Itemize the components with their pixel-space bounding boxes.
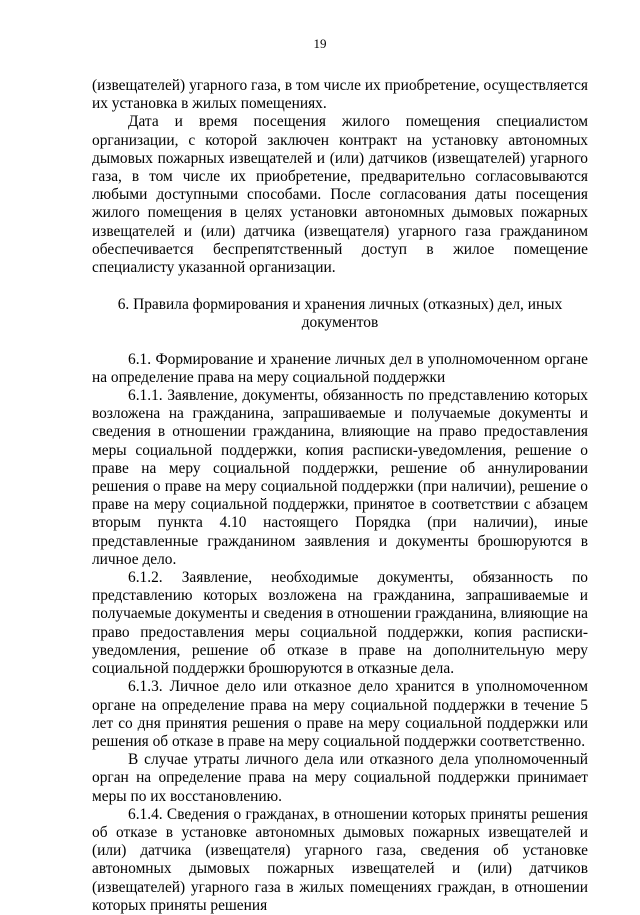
paragraph-visit-date: Дата и время посещения жилого помещения специалистом организации, с которой заключен контракт на установку автономных дымовых пожарных извещателей и (или) датчиков (извещателей) угарного газа, в том числе их приобретение, предварительно согласовываются любыми доступными способами. После согласования даты посещения жилого помещения в целях установки автономных дымовых пожарных извещателей и (или) датчика (извещателя) угарного газа гражданином обеспечивается беспрепятственный доступ в жилое помещение специалисту указанной организации. [92,113,588,277]
page-number: 19 [313,36,327,51]
section-title: 6. Правила формирования и хранения личных (отказных) дел, иных документов [117,296,563,332]
paragraph-6-1-2: 6.1.2. Заявление, необходимые документы, обязанность по представлению которых возложена на гражданина, запрашиваемые и получаемые документы и сведения в отношении гражданина, влияющие на право предоставления меры социальной поддержки, копия расписки-уведомления, решение об отказе в праве на дополнительную меру социальной поддержки брошюруются в отказные дела. [92,569,588,678]
document-body [92,77,588,915]
paragraph-6-1-3: 6.1.3. Личное дело или отказное дело хранится в уполномоченном органе на определение права на меру социальной поддержки в течение 5 лет со дня принятия решения о праве на меру социальной поддержки или решения об отказе в праве на меру социальной поддержки соответственно. [92,678,588,750]
paragraph-loss: В случае утраты личного дела или отказного дела уполномоченный орган на определение права на меру социальной поддержки принимает меры по их восстановлению. [92,751,588,805]
paragraph-6-1: 6.1. Формирование и хранение личных дел в уполномоченном органе на определение права на меру социальной поддержки [92,350,588,386]
paragraph-6-1-4: 6.1.4. Сведения о гражданах, в отношении которых приняты решения об отказе в установке автономных дымовых пожарных извещателей и (или) датчика (извещателя) угарного газа, сведения об установке автономных дымовых пожарных извещателей и (или) датчиков (извещателей) угарного газа в жилых помещениях граждан, в отношении которых приняты решения [92,805,588,914]
paragraph-6-1-1: 6.1.1. Заявление, документы, обязанность по представлению которых возложена на гражданина, запрашиваемые и получаемые документы и сведения в отношении гражданина, влияющие на право предоставления меры социальной поддержки, копия расписки-уведомления, решение о праве на меру социальной поддержки, решение об аннулировании решения о праве на меру социальной поддержки (при наличии), решение о праве на меру социальной поддержки, принятое в соответствии с абзацем вторым пункта 4.10 настоящего Порядка (при наличии), иные представленные гражданином заявления и документы брошюруются в личное дело. [92,387,588,568]
paragraph-continuation: (извещателей) угарного газа, в том числе их приобретение, осуществляется их установка в жилых помещениях. [92,77,588,113]
